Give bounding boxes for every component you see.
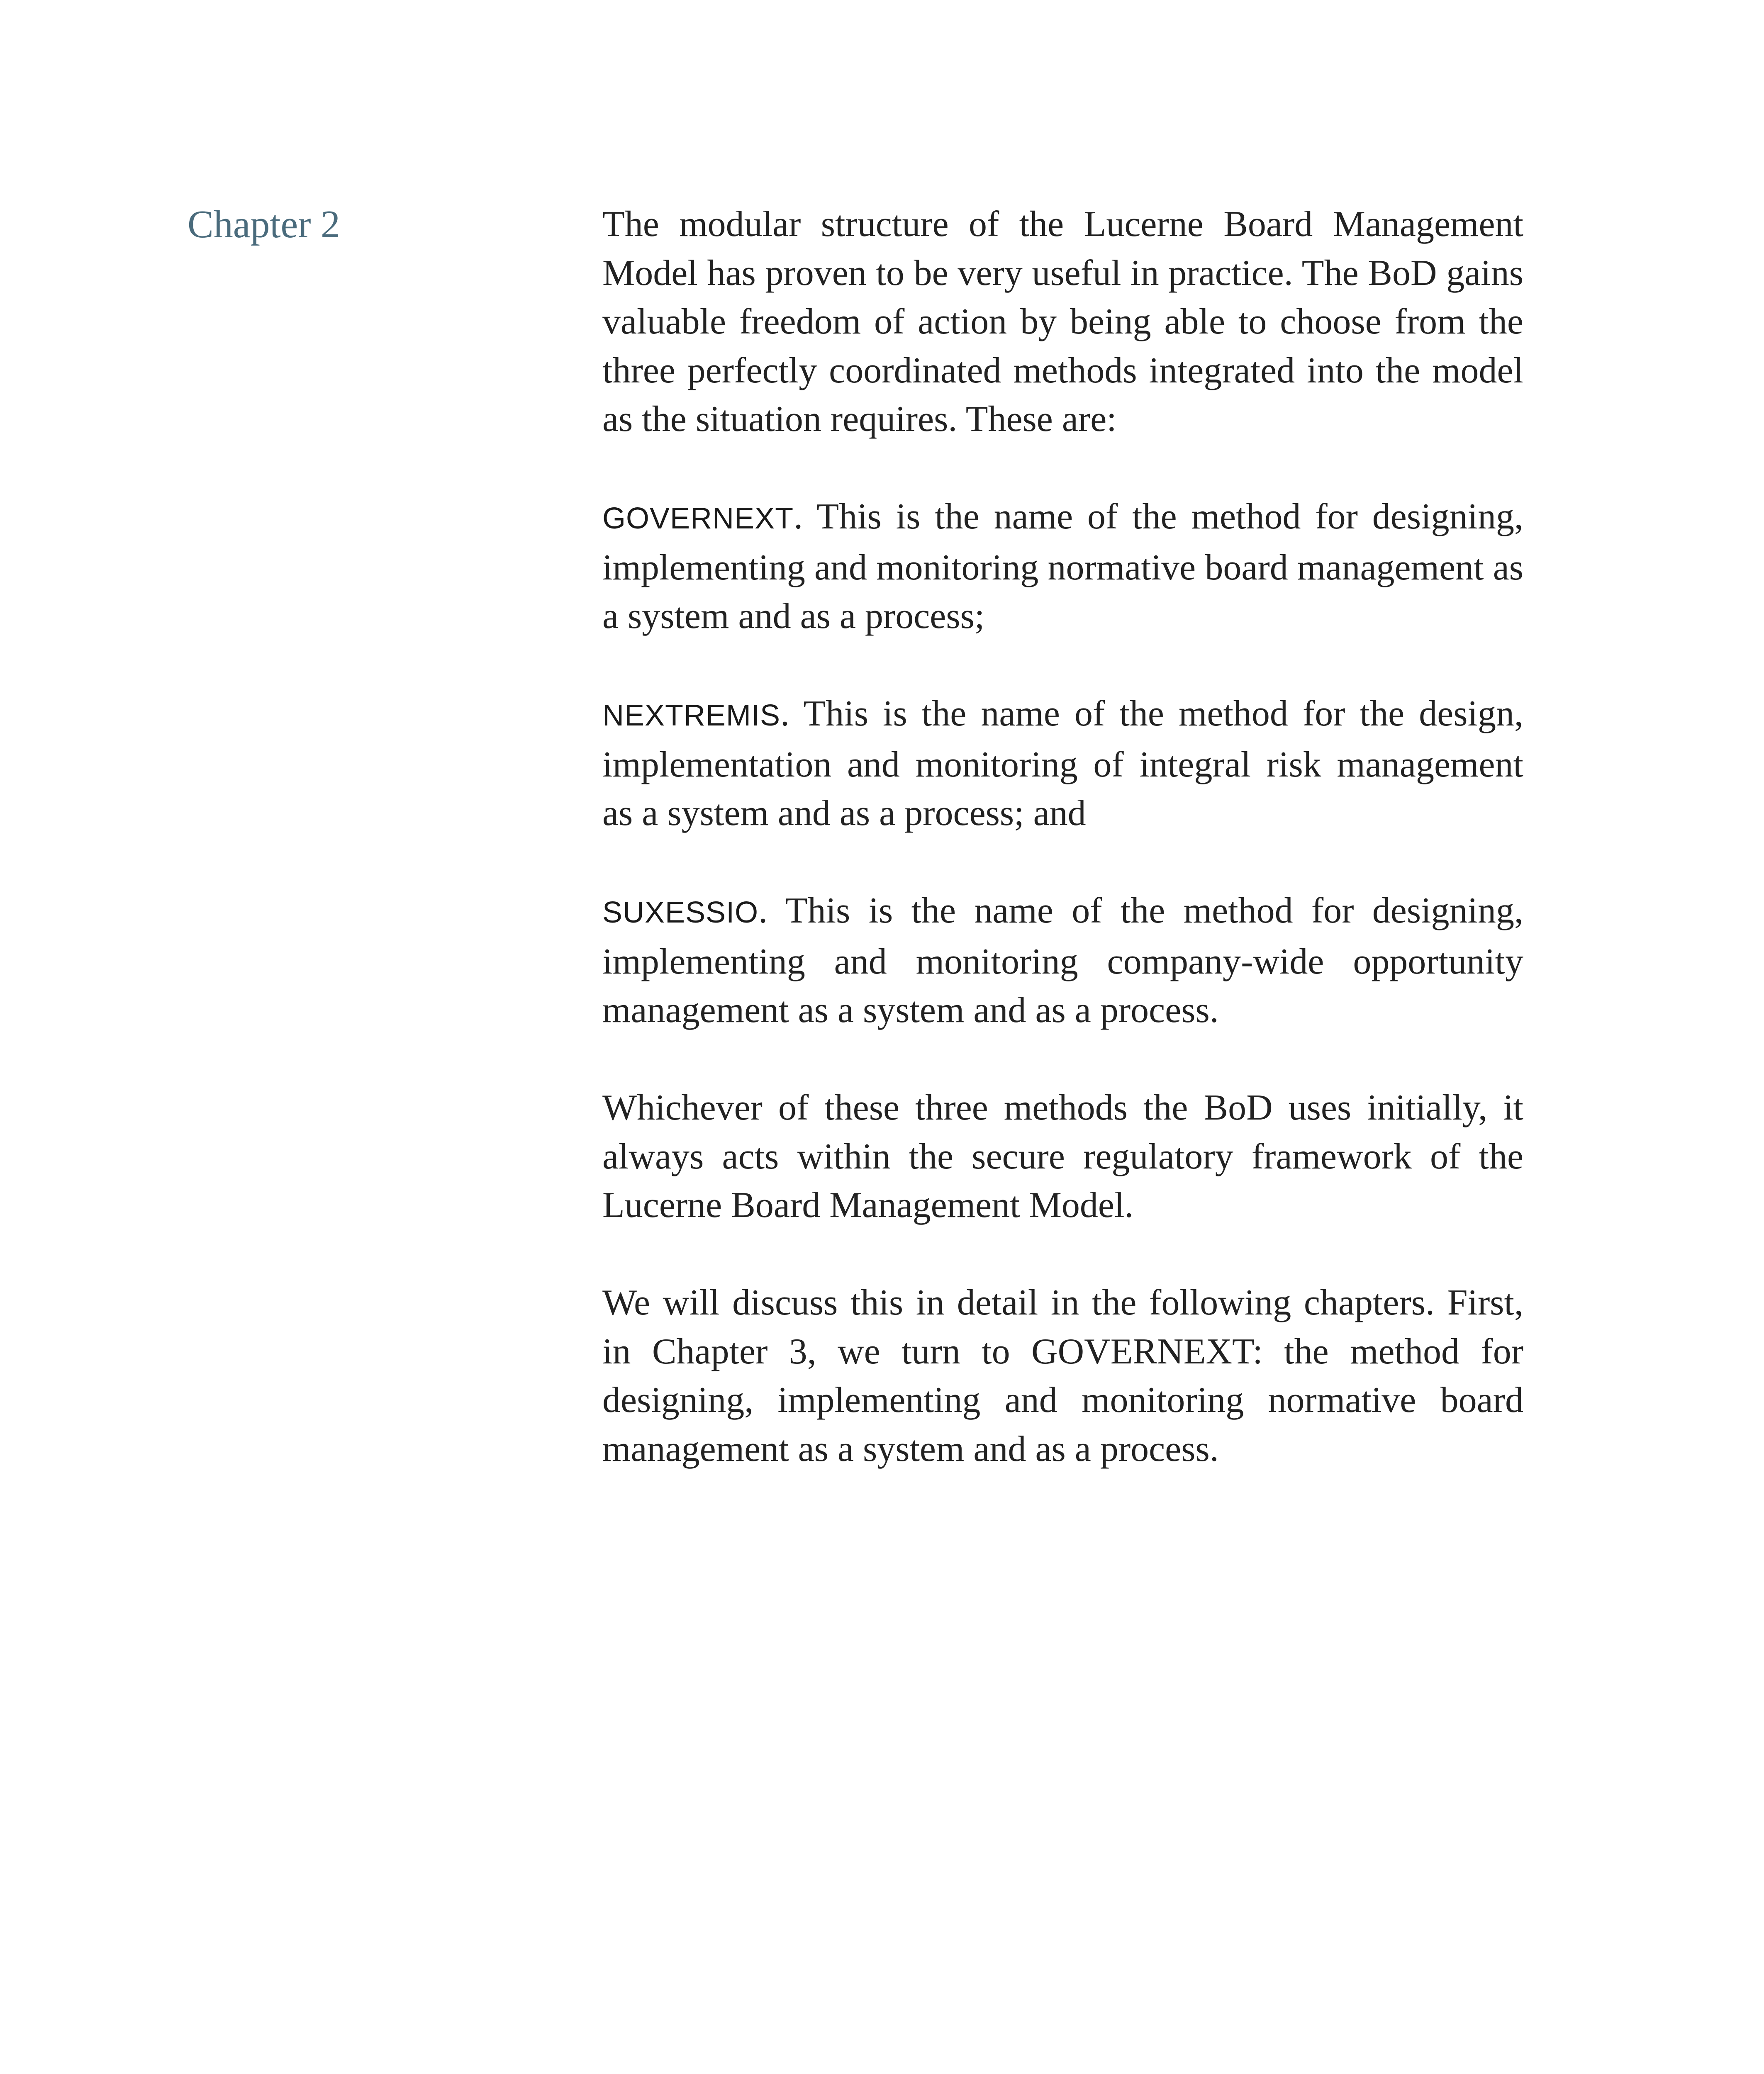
suxessio-method-name: SUXESSIO xyxy=(602,896,759,929)
nextremis-description: . This is the name of the method for the design, implementation and monitoring of integral risk management as a system and as a process; and xyxy=(602,694,1523,833)
nextremis-paragraph xyxy=(602,689,1523,838)
suxessio-description: . This is the name of the method for designing, implementing and monitoring company-wide opportunity management as a system and as a process. xyxy=(602,891,1523,1030)
governext-description: . This is the name of the method for designing, implementing and monitoring normative board management as a system and as a process; xyxy=(602,497,1523,636)
chapter-label: Chapter 2 xyxy=(188,203,341,246)
governext-method-name: GOVERNEXT xyxy=(602,502,794,535)
whichever-paragraph: Whichever of these three methods the BoD uses initially, it always acts within the secure regulatory framework of the Lucerne Board Management Model. xyxy=(602,1088,1523,1225)
intro-paragraph: The modular structure of the Lucerne Board Management Model has proven to be very useful in practice. The BoD gains valuable freedom of action by being able to choose from the three perfectly coordinated methods integrated into the model as the situation requires. These are: xyxy=(602,204,1523,439)
body-text-column xyxy=(602,200,1523,1522)
discuss-paragraph: We will discuss this in detail in the following chapters. First, in Chapter 3, we turn to GOVERNEXT: the method for designing, implementing and monitoring normative board management as a system and as a process. xyxy=(602,1283,1523,1469)
suxessio-paragraph xyxy=(602,886,1523,1035)
nextremis-method-name: NEXTREMIS xyxy=(602,699,781,732)
governext-paragraph xyxy=(602,492,1523,641)
